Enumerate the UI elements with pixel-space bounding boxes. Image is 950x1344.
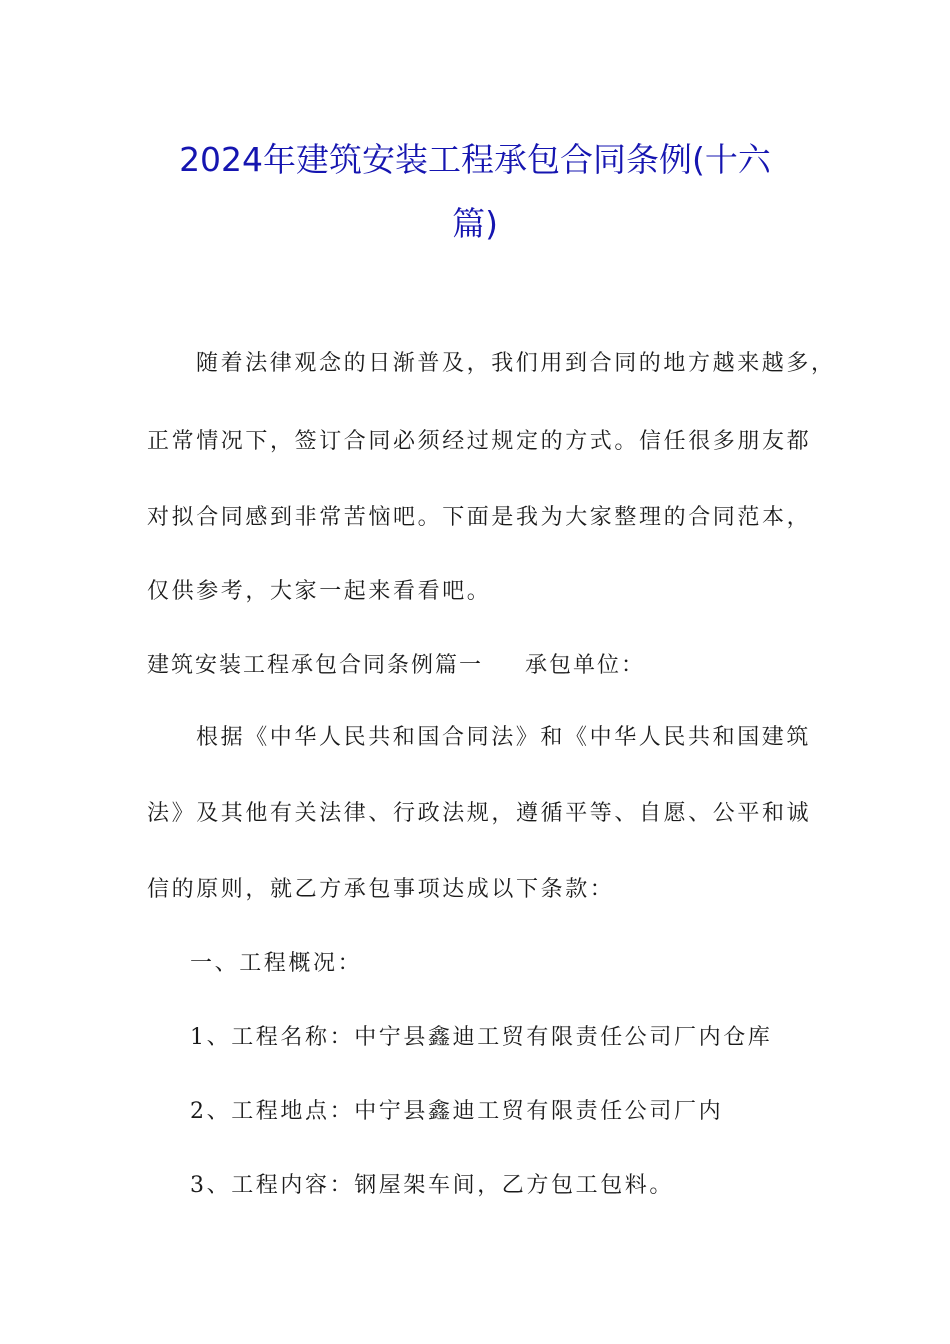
section-heading: 建筑安装工程承包合同条例篇一: [147, 653, 484, 678]
intro-paragraph-line: 仅供参考，大家一起来看看吧。: [147, 579, 492, 604]
document-title: 2024年建筑安装工程承包合同条例(十六: [179, 140, 771, 179]
intro-paragraph-line: 随着法律观念的日渐普及，我们用到合同的地方越来越多，: [196, 351, 836, 376]
basis-paragraph-line: 法》及其他有关法律、行政法规，遵循平等、自愿、公平和诚: [147, 801, 812, 826]
clause-heading: 一、工程概况：: [190, 951, 363, 976]
contractor-label: 承包单位：: [525, 653, 646, 678]
section-heading-line: [147, 648, 827, 679]
intro-paragraph-line: 正常情况下，签订合同必须经过规定的方式。信任很多朋友都: [147, 429, 812, 454]
project-item: 1、工程名称：中宁县鑫迪工贸有限责任公司厂内仓库: [190, 1025, 773, 1050]
basis-paragraph-line: 信的原则，就乙方承包事项达成以下条款：: [147, 877, 615, 902]
project-item: 3、工程内容：钢屋架车间，乙方包工包料。: [190, 1173, 674, 1198]
intro-paragraph-line: 对拟合同感到非常苦恼吧。下面是我为大家整理的合同范本，: [147, 505, 812, 530]
document-title-continued: 篇): [452, 204, 498, 243]
basis-paragraph-line: 根据《中华人民共和国合同法》和《中华人民共和国建筑: [196, 725, 812, 750]
project-item: 2、工程地点：中宁县鑫迪工贸有限责任公司厂内: [190, 1099, 724, 1124]
